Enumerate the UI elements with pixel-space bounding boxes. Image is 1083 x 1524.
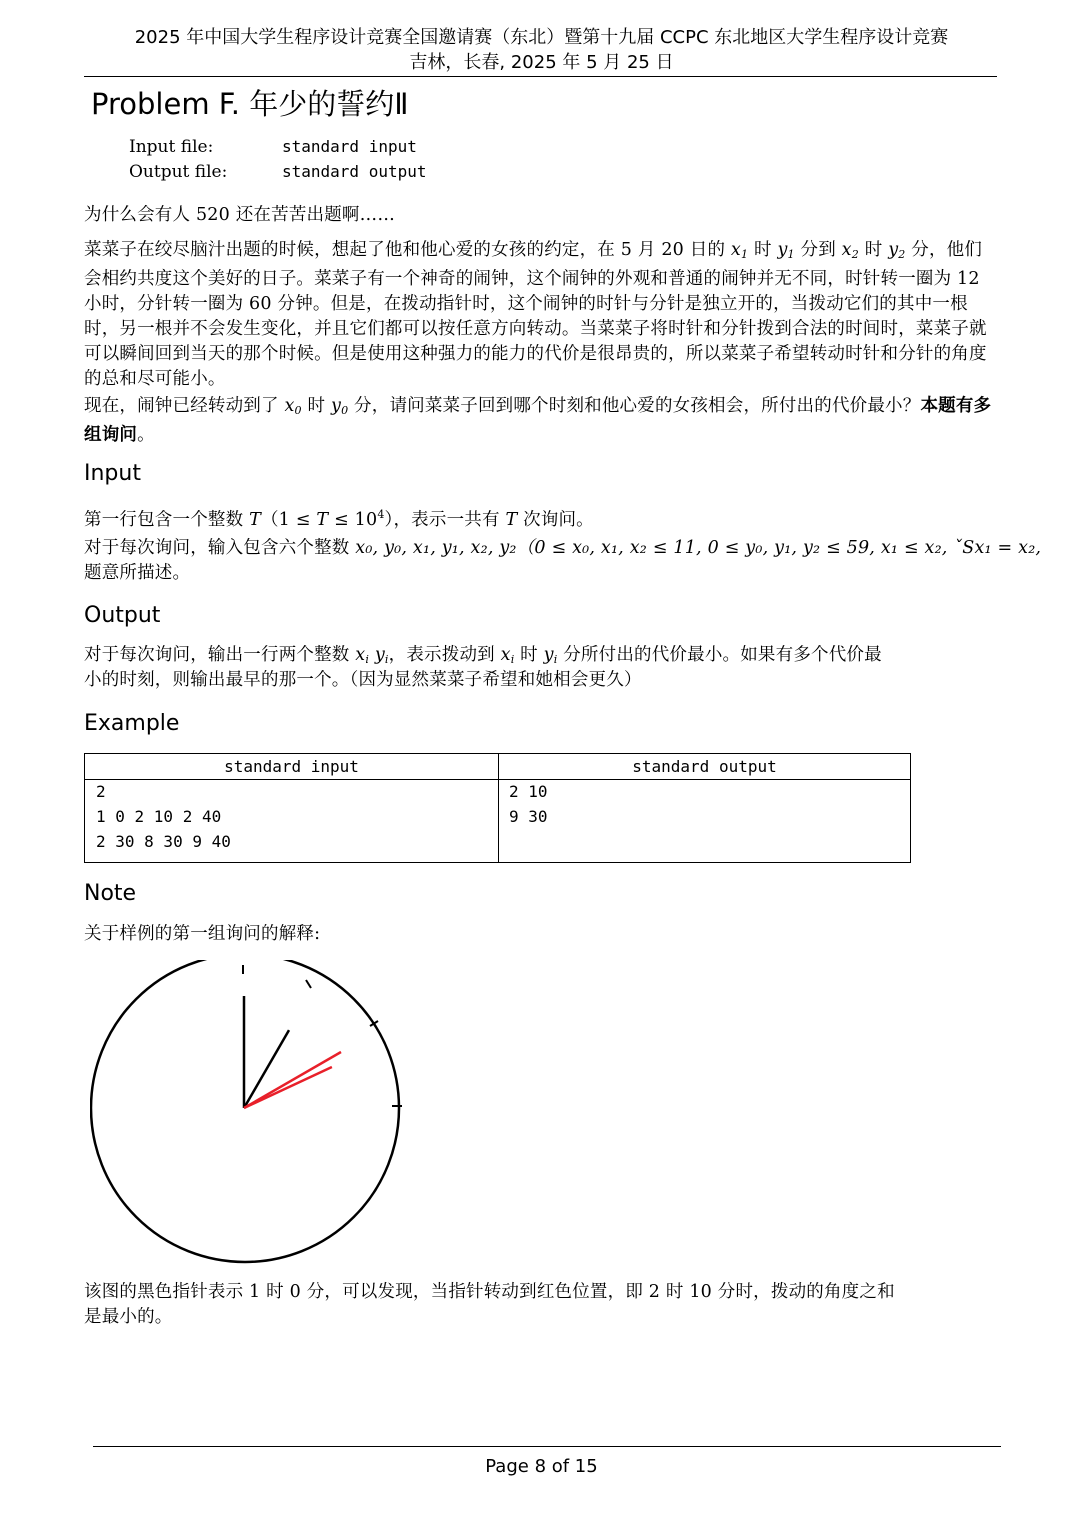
input-variables: x₀, y₀, x₁, y₁, x₂, y₂ (355, 538, 517, 558)
var-letter: x (284, 396, 295, 416)
statement-paragraph-1 (84, 238, 996, 392)
contest-header-location-date: 吉林，长春, 2025 年 5 月 25 日 (409, 52, 674, 73)
var-subscript: 0 (341, 404, 349, 417)
var-subscript: 0 (294, 404, 302, 417)
var-letter: x (841, 240, 852, 260)
red-minute-hand (244, 1052, 341, 1108)
input-text: 次询问。 (517, 510, 594, 530)
example-input-header: standard input (224, 757, 359, 776)
example-input-line: 2 30 8 30 9 40 (96, 832, 231, 851)
statement-intro: 为什么会有人 520 还在苦苦出题啊…… (84, 205, 396, 225)
clock-diagram (90, 960, 415, 1265)
var-letter: y (888, 240, 899, 260)
input-line-2 (84, 536, 1083, 561)
var-subscript: i (365, 653, 370, 666)
output-text: 分所付出的代价最小。如果有多个代价最 (557, 645, 882, 665)
var-x2 (842, 240, 859, 260)
var-letter: y (374, 645, 385, 665)
statement-text: 分，他们会相约共度这个美好的日子。菜菜子有一个神奇的闹钟，这个闹钟的外观和普通的闹钟并无不同，时针转一圈为 12 小时，分针转一圈为 60 分钟。但是，在拨动指针时，这个闹钟的时针与分针是独立开的，当拨动它们的其中一根时，另一根并不会发生变化，并且它们都可以按任意方向转动。当菜菜子将时针和分针拨到合法的时间时，菜菜子就可以瞬间回到当天的那个时候。但是使用这种强力的能力的代价是很昂贵的，所以菜菜子希望转动时针和分针的角度的总和尽可能小。 (84, 240, 987, 389)
input-line-3: 题意所描述。 (84, 563, 191, 583)
input-text: ≤ 10 (328, 510, 378, 530)
var-letter: x (355, 645, 366, 665)
footer-rule (93, 1446, 1001, 1447)
var-T: T (505, 510, 518, 530)
input-text: ），表示一共有 (384, 510, 506, 530)
tick-1 (306, 980, 311, 988)
var-letter: y (543, 645, 554, 665)
var-y1 (777, 240, 794, 260)
statement-text: 菜菜子在绞尽脑汁出题的时候，想起了他和他心爱的女孩的约定，在 5 月 20 日的 (84, 240, 731, 260)
statement-text: 时 (748, 240, 778, 260)
output-file-label: Output file: (129, 162, 228, 182)
example-output-header: standard output (632, 757, 777, 776)
input-file-value: standard input (282, 137, 417, 156)
var-letter: y (330, 396, 342, 416)
note-explanation-line-1: 该图的黑色指针表示 1 时 0 分，可以发现，当指针转动到红色位置，即 2 时 10 分时，拨动的角度之和 (84, 1282, 895, 1302)
var-subscript: 1 (787, 248, 795, 261)
problem-title: Problem F. 年少的誓约Ⅱ (91, 87, 409, 121)
statement-paragraph-2 (84, 394, 996, 448)
example-section-title: Example (84, 711, 180, 736)
output-text: 对于每次询问，输出一行两个整数 (84, 645, 356, 665)
var-subscript: i (384, 653, 389, 666)
output-text: ，表示拨动到 (388, 645, 501, 665)
example-input-line: 1 0 2 10 2 40 (96, 807, 222, 826)
statement-text: 。 (137, 425, 155, 445)
input-text: （1 ≤ (260, 510, 317, 530)
var-subscript: 1 (741, 248, 749, 261)
output-text: 时 (514, 645, 544, 665)
input-file-label: Input file: (129, 137, 214, 157)
example-output-line: 2 10 (509, 782, 548, 801)
output-section-title: Output (84, 603, 161, 628)
var-subscript: i (553, 653, 558, 666)
statement-text: 时 (858, 240, 883, 260)
input-section-title: Input (84, 461, 141, 486)
header-rule (84, 76, 997, 77)
var-subscript: i (510, 653, 515, 666)
page-number: Page 8 of 15 (485, 1456, 598, 1477)
contest-header-title: 2025 年中国大学生程序设计竞赛全国邀请赛（东北）暨第十九届 CCPC 东北地区大学生程序设计竞赛 (134, 27, 949, 48)
input-text: 第一行包含一个整数 (84, 510, 250, 530)
output-file-value: standard output (282, 162, 427, 181)
note-intro: 关于样例的第一组询问的解释: (84, 924, 321, 944)
var-letter: y (777, 240, 788, 260)
var-subscript: 2 (851, 248, 859, 261)
note-explanation-line-2: 是最小的。 (84, 1307, 173, 1327)
output-line-2: 小的时刻，则输出最早的那一个。（因为显然菜菜子希望和她相会更久） (84, 670, 642, 690)
statement-text: 时 (301, 396, 331, 416)
var-letter: x (730, 240, 741, 260)
var-xi (355, 645, 369, 665)
input-constraints: （0 ≤ x₀, x₁, x₂ ≤ 11, 0 ≤ y₀, y₁, y₂ ≤ 59, x₁ ≤ x₂, ˇSx₁ = x₂, (516, 538, 1042, 558)
var-x0 (284, 396, 301, 416)
var-yi (375, 645, 389, 665)
statement-text: 现在，闹钟已经转动到了 (84, 396, 285, 416)
var-T: T (316, 510, 329, 530)
var-y2 (888, 240, 905, 260)
var-letter: x (500, 645, 511, 665)
example-output-line: 9 30 (509, 807, 548, 826)
var-subscript: 2 (898, 248, 906, 261)
var-yi (544, 645, 558, 665)
statement-text: 分，请问菜菜子回到哪个时刻和他心爱的女孩相会，所付出的代价最小？ (348, 396, 921, 416)
note-section-title: Note (84, 881, 137, 906)
var-xi (501, 645, 515, 665)
exponent: 4 (377, 508, 385, 521)
example-table (84, 753, 911, 863)
var-T: T (249, 510, 261, 530)
input-text: 对于每次询问，输入包含六个整数 (84, 538, 356, 558)
multi-query-notice: 本题有多组询问 (84, 396, 992, 445)
var-y0 (331, 396, 348, 416)
var-x1 (731, 240, 748, 260)
input-line-1 (84, 502, 996, 533)
statement-text: 分到 (794, 240, 842, 260)
example-input-line: 2 (96, 782, 106, 801)
